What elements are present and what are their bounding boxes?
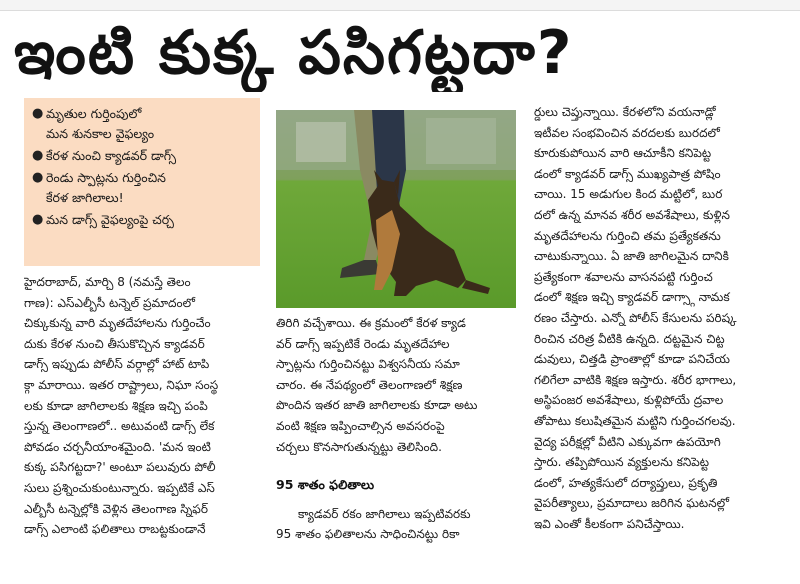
text-line: చాటుకున్నాయి. ఏ జాతి జాగిలమైన దానికి xyxy=(534,249,729,264)
dog-photo-image xyxy=(276,110,516,308)
text-line: పొందిన ఇతర జాతి జాగిలాలకు కూడా అటు xyxy=(276,398,478,413)
text-line: హైదరాబాద్, మార్చి 8 (నమస్తే తెలం xyxy=(24,275,191,289)
text-line: దలో ఉన్న మానవ శరీర అవశేషాలు, కుళ్లిన xyxy=(534,207,730,222)
highlight-item xyxy=(30,146,254,166)
bullet-icon: ● xyxy=(32,170,44,185)
highlights-box xyxy=(24,98,260,266)
text-line: ఎల్బీసీ టన్నెల్లోకి వెళ్లిన తెలంగాణ స్నిఫర్ xyxy=(24,501,208,516)
page-top-strip xyxy=(0,0,800,11)
highlight-item xyxy=(30,168,254,208)
text-line: లకు కూడా జాగిలాలకు శిక్షణ ఇచ్చి పంపి xyxy=(24,398,208,413)
text-line: డాగ్స్ ఇప్పుడు పోలీస్ వర్గాల్లో హాట్ టాపి xyxy=(24,357,210,372)
text-line: చారం. ఈ నేపథ్యంలో తెలంగాణలో శిక్షణ xyxy=(276,377,463,392)
text-line: సులు ప్రశ్నించుకుంటున్నారు. ఇప్పటికే ఎస్ xyxy=(24,480,215,495)
text-line: గలిగేలా వాటికి శిక్షణ ఇస్తారు. శరీర భాగాలు, xyxy=(534,372,737,387)
article-column-1 xyxy=(24,272,264,540)
highlight-line: కేరళ నుంచి క్యాడవర్ డాగ్స్ xyxy=(46,148,177,163)
text-line: ఇటీవల సంభవించిన వరదలకు బురదలో xyxy=(534,125,720,140)
text-line: వర్ డాగ్స్ ఇప్పటికే రెండు మృతదేహాల xyxy=(276,336,450,351)
section-subhead: 95 శాతం ఫలితాలు xyxy=(276,477,375,493)
highlight-line: మన డాగ్స్ వైఫల్యంపై చర్చ xyxy=(46,212,174,227)
bullet-icon: ● xyxy=(32,148,44,163)
text-line: క్గా మారాయి. ఇతర రాష్ట్రాలు, నిఘా సంస్థ xyxy=(24,377,219,392)
headline: ఇంటి కుక్క పసిగట్టదా? xyxy=(14,18,574,88)
text-line: చిక్కుకున్న వారి మృతదేహాలను గుర్తించేం xyxy=(24,316,211,331)
text-line: వైద్య పరీక్షల్లో వీటిని ఎక్కువగా ఉపయోగి xyxy=(534,434,721,449)
bullet-icon: ● xyxy=(32,212,44,227)
spacer xyxy=(276,457,516,475)
text-line: తోపాటు కలుషితమైన మట్టిని గుర్తించగలవు. xyxy=(534,413,736,428)
text-line: డువులు, చిత్తడి ప్రాంతాల్లో కూడా పనిచేయ xyxy=(534,352,730,367)
highlight-item xyxy=(30,104,254,144)
article-column-2 xyxy=(276,313,516,545)
highlight-line: మృతుల గుర్తింపులో xyxy=(46,106,142,121)
text-line: మృతదేహాలను గుర్తించి తమ ప్రత్యేకతను xyxy=(534,228,721,243)
text-line: స్పాట్లను గుర్తించినట్టు విశ్వసనీయ సమా xyxy=(276,357,460,372)
article-column-3 xyxy=(534,102,784,534)
text-line: అస్థిపంజర అవశేషాలు, కుళ్లిపోయే ద్రవాల xyxy=(534,393,724,408)
dog-photo xyxy=(276,110,516,308)
spacer xyxy=(276,496,516,504)
text-line: ఇవి ఎంతో కీలకంగా పనిచేస్తాయి. xyxy=(534,516,685,531)
text-line: గాణ): ఎస్ఎల్బీసీ టన్నెల్ ప్రమాదంలో xyxy=(24,295,195,310)
text-line: వంటి శిక్షణ ఇప్పించాల్సిన అవసరంపై xyxy=(276,418,445,433)
highlight-line: కేరళ జాగిలాలు! xyxy=(46,190,124,205)
text-line: క్యాడవర్ రకం జాగిలాలు ఇప్పటివరకు xyxy=(298,506,471,521)
text-line: డంలో క్యాడవర్ డాగ్స్ ముఖ్యపాత్ర పోషిం xyxy=(534,166,721,181)
text-line: స్తున్న తెలంగాణలో.. అటువంటి డాగ్స్ లేక xyxy=(24,419,215,434)
text-line: రించిన చరిత్ర వీటికి ఉన్నది. దట్టమైన చిట్ట xyxy=(534,331,725,346)
text-line: చాయి. 15 అడుగుల కింద మట్టిలో, బుర xyxy=(534,187,723,202)
highlight-line: రెండు స్పాట్లను గుర్తించిన xyxy=(46,170,166,185)
highlight-item xyxy=(30,210,254,230)
highlight-line: మన శునకాల వైఫల్యం xyxy=(46,126,155,141)
text-line: వైపరీత్యాలు, ప్రమాదాలు జరిగిన ఘటనల్లో xyxy=(534,496,729,511)
text-line: కూరుకుపోయిన వారి ఆచూకీని కనిపెట్ట xyxy=(534,146,712,161)
text-line: డాగ్స్ ఎలాంటి ఫలితాలు రాబట్టకుండానే xyxy=(24,522,206,537)
text-line: ర్డులు చెప్తున్నాయి. కేరళలోని వయనాడ్లో xyxy=(534,105,716,119)
bullet-icon: ● xyxy=(32,106,44,121)
text-line: డంలో, హత్యకేసులో దర్యాప్తులు, ప్రకృతి xyxy=(534,475,718,490)
text-line: కుక్క పసిగట్టదా?' అంటూ పలువురు పోలీ xyxy=(24,460,216,475)
text-line: దుకు కేరళ నుంచి తీసుకొచ్చిన క్యాడవర్ xyxy=(24,336,205,351)
text-line: చర్చలు కొనసాగుతున్నట్టు తెలిసింది. xyxy=(276,439,442,454)
text-line: తిరిగి వచ్చేశాయి. ఈ క్రమంలో కేరళ క్యాడ xyxy=(276,316,466,330)
text-line: రణం చేస్తారు. ఎన్నో పోలీస్ కేసులను పరిష్క xyxy=(534,310,737,325)
text-line: స్తారు. తప్పిపోయిన వ్యక్తులను కనిపెట్ట xyxy=(534,455,710,470)
text-line: 95 శాతం ఫలితాలను సాధించినట్టు రికా xyxy=(276,527,460,542)
text-line: పోవడం చర్చనీయాంశమైంది. 'మన ఇంటి xyxy=(24,439,211,454)
text-line: డంలో శిక్షణ ఇచ్చి క్యాడవర్ డాగ్స్గా నామక xyxy=(534,290,730,305)
text-line: ప్రత్యేకంగా శవాలను వాసనపట్టి గుర్తించ xyxy=(534,269,713,284)
